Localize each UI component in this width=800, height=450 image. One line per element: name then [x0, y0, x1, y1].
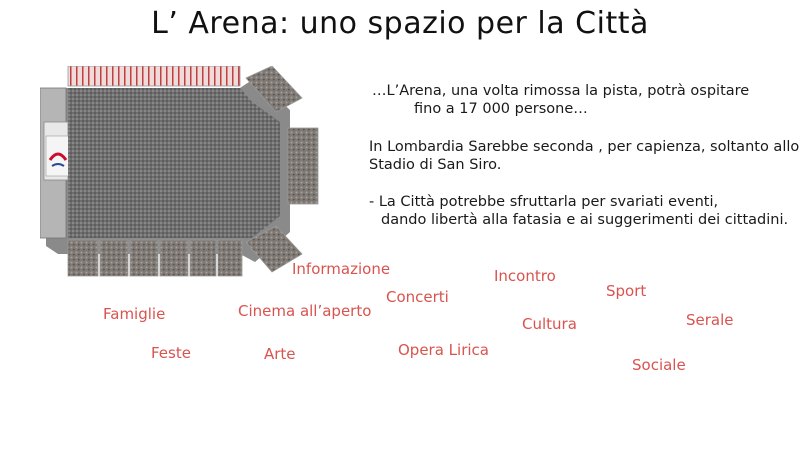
bottom-stands [68, 240, 242, 276]
event-word-serale: Serale [686, 311, 734, 329]
stand-right [288, 128, 318, 204]
top-stand [68, 66, 240, 86]
event-word-sport: Sport [606, 282, 647, 300]
events-line-1: - La Città potrebbe sfruttarla per svariati eventi, [369, 194, 719, 210]
event-word-cultura: Cultura [522, 315, 577, 333]
event-word-arte: Arte [264, 345, 296, 363]
arena-plan-image [40, 66, 320, 278]
event-word-incontro: Incontro [494, 267, 556, 285]
ranking-line-1: In Lombardia Sarebbe seconda , per capienza, soltanto allo [369, 139, 800, 155]
ranking-paragraph [369, 138, 799, 174]
stage-screen [46, 136, 70, 176]
event-word-cinema: Cinema all’aperto [238, 302, 372, 320]
capacity-paragraph [372, 82, 749, 118]
event-word-informazione: Informazione [292, 260, 391, 278]
events-line-2: dando libertà alla fatasia e ai suggerimenti dei cittadini. [381, 212, 789, 228]
page-title: L’ Arena: uno spazio per la Città [151, 6, 649, 41]
event-word-feste: Feste [151, 344, 191, 362]
event-word-sociale: Sociale [632, 356, 686, 374]
capacity-line-1: …L’Arena, una volta rimossa la pista, potrà ospitare [372, 83, 750, 99]
crowd-area [68, 88, 280, 238]
capacity-line-2: fino a 17 000 persone… [414, 101, 588, 117]
event-word-famiglie: Famiglie [103, 305, 166, 323]
event-word-opera: Opera Lirica [398, 341, 489, 359]
events-paragraph [369, 193, 788, 229]
event-word-concerti: Concerti [386, 288, 449, 306]
ranking-line-2: Stadio di San Siro. [369, 157, 502, 173]
